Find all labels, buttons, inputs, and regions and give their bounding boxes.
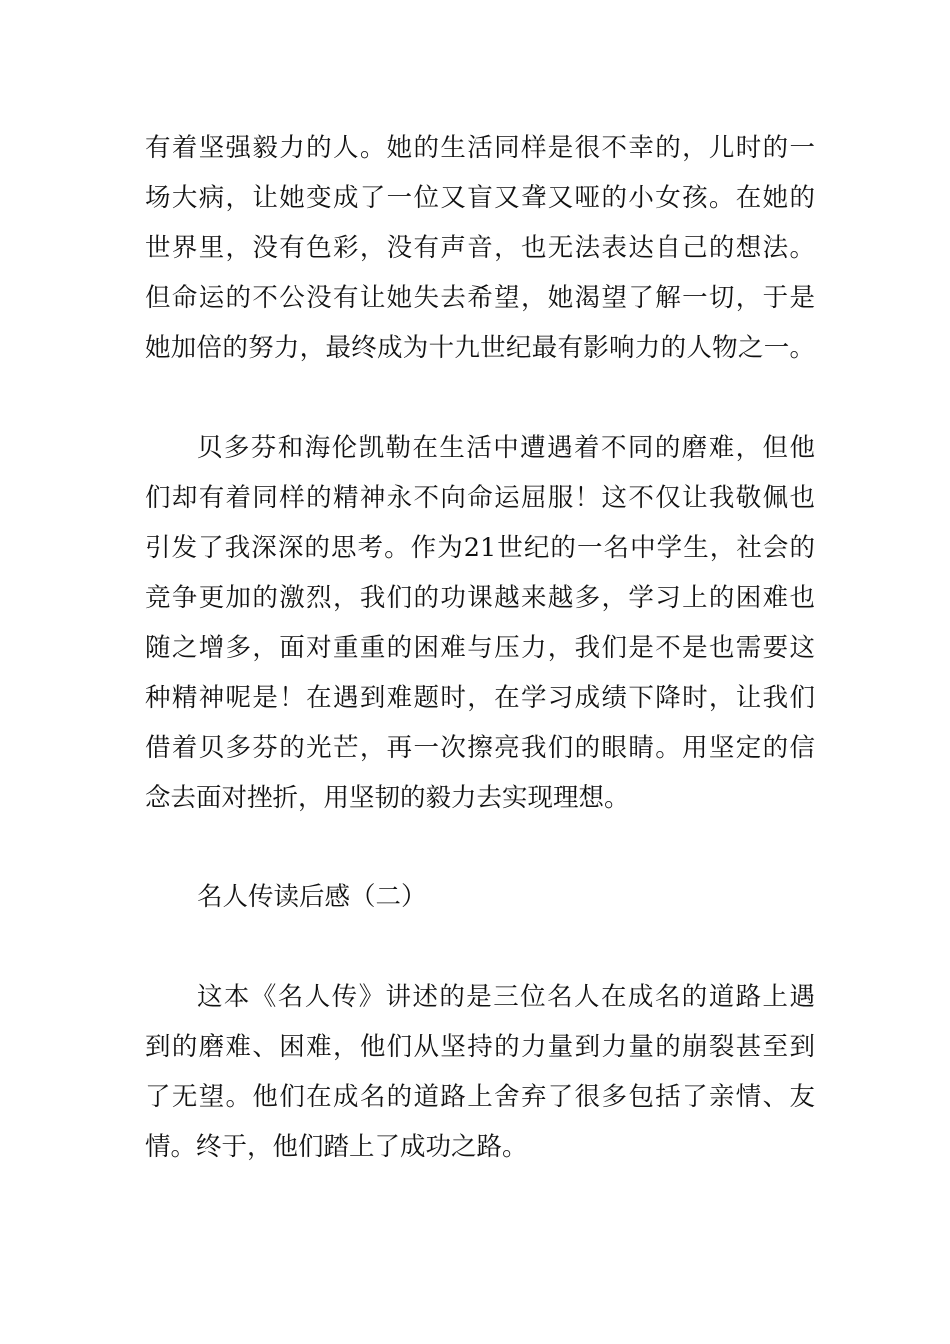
- paragraph-2-line: 随之增多，面对重重的困难与压力，我们是不是也需要这: [145, 633, 815, 663]
- paragraph-2-line: 念去面对挫折，用坚韧的毅力去实现理想。: [145, 783, 630, 813]
- paragraph-2-line: 竞争更加的激烈，我们的功课越来越多，学习上的困难也: [145, 583, 815, 613]
- paragraph-1-line: 有着坚强毅力的人。她的生活同样是很不幸的，儿时的一: [145, 133, 815, 163]
- paragraph-3-line: 这本《名人传》讲述的是三位名人在成名的道路上遇: [197, 982, 815, 1012]
- section-heading: 名人传读后感（二）: [197, 882, 427, 912]
- paragraph-1-line: 但命运的不公没有让她失去希望，她渴望了解一切，于是: [145, 283, 815, 313]
- paragraph-3-line: 了无望。他们在成名的道路上舍弃了很多包括了亲情、友: [145, 1082, 815, 1112]
- paragraph-3-line: 到的磨难、困难，他们从坚持的力量到力量的崩裂甚至到: [145, 1032, 815, 1062]
- paragraph-1-line: 场大病，让她变成了一位又盲又聋又哑的小女孩。在她的: [145, 183, 815, 213]
- paragraph-2-line: 贝多芬和海伦凯勒在生活中遭遇着不同的磨难，但他: [197, 433, 815, 463]
- paragraph-2-line: 借着贝多芬的光芒，再一次擦亮我们的眼睛。用坚定的信: [145, 733, 815, 763]
- paragraph-2-line: 引发了我深深的思考。作为21世纪的一名中学生，社会的: [145, 533, 815, 563]
- paragraph-2-line: 们却有着同样的精神永不向命运屈服！这不仅让我敬佩也: [145, 483, 815, 513]
- paragraph-1-line: 世界里，没有色彩，没有声音，也无法表达自己的想法。: [145, 233, 815, 263]
- paragraph-1-line: 她加倍的努力，最终成为十九世纪最有影响力的人物之一。: [145, 333, 815, 363]
- paragraph-3-line: 情。终于，他们踏上了成功之路。: [145, 1132, 528, 1162]
- paragraph-2-line: 种精神呢是！在遇到难题时，在学习成绩下降时，让我们: [145, 683, 815, 713]
